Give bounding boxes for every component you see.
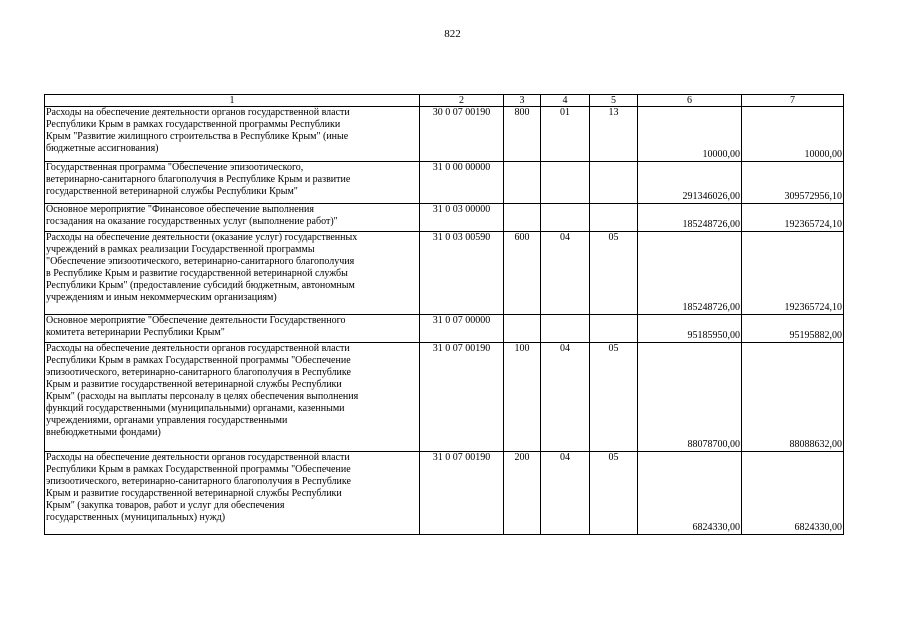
expense-name: Государственная программа "Обеспечение эпизоотического, ветеринарно-санитарного благополучия в Республике Крым и развитие государственной ветеринарной службы Республики Крым" <box>45 162 420 204</box>
page-number: 822 <box>444 28 461 40</box>
expense-type-code <box>504 162 541 204</box>
budget-table <box>44 94 844 535</box>
expense-name: Основное мероприятие "Обеспечение деятельности Государственного комитета ветеринарии Республики Крым" <box>45 315 420 343</box>
amount-year-2: 192365724,10 <box>742 232 844 315</box>
target-article-code: 31 0 07 00000 <box>420 315 504 343</box>
target-article-code: 30 0 07 00190 <box>420 107 504 162</box>
amount-year-2: 10000,00 <box>742 107 844 162</box>
header-cell: 4 <box>541 95 590 107</box>
section-code: 04 <box>541 232 590 315</box>
amount-year-2: 6824330,00 <box>742 452 844 535</box>
expense-name: Основное мероприятие "Финансовое обеспечение выполнения госзадания на оказание государственных услуг (выполнение работ)" <box>45 204 420 232</box>
target-article-code: 31 0 03 00000 <box>420 204 504 232</box>
subsection-code <box>590 315 638 343</box>
header-cell: 5 <box>590 95 638 107</box>
expense-type-code: 200 <box>504 452 541 535</box>
amount-year-2: 309572956,10 <box>742 162 844 204</box>
table-row <box>45 315 844 343</box>
expense-name: Расходы на обеспечение деятельности органов государственной власти Республики Крым в рамках государственной программы Республики Крым "Развитие жилищного строительства в Республике Крым" (иные бюджетные ассигнования) <box>45 107 420 162</box>
section-code: 04 <box>541 452 590 535</box>
header-cell: 3 <box>504 95 541 107</box>
table-row <box>45 343 844 452</box>
amount-year-1: 95185950,00 <box>638 315 742 343</box>
section-code: 04 <box>541 343 590 452</box>
amount-year-2: 88088632,00 <box>742 343 844 452</box>
subsection-code <box>590 162 638 204</box>
expense-name: Расходы на обеспечение деятельности органов государственной власти Республики Крым в рамках Государственной программы "Обеспечение эпизоотического, ветеринарно-санитарного благополучия в Республике Крым и развитие государственной ветеринарной службы Республики Крым" (расходы на выплаты персоналу в целях обеспечения выполнения функций государственными (муниципальными) органами, казенными учреждениями, органами управления государственными внебюджетными фондами) <box>45 343 420 452</box>
amount-year-2: 95195882,00 <box>742 315 844 343</box>
amount-year-1: 6824330,00 <box>638 452 742 535</box>
header-cell: 6 <box>638 95 742 107</box>
target-article-code: 31 0 00 00000 <box>420 162 504 204</box>
section-code <box>541 204 590 232</box>
header-cell: 7 <box>742 95 844 107</box>
subsection-code <box>590 204 638 232</box>
section-code <box>541 162 590 204</box>
expense-type-code: 800 <box>504 107 541 162</box>
table-header-row <box>45 95 844 107</box>
table-row <box>45 107 844 162</box>
table-row <box>45 232 844 315</box>
section-code <box>541 315 590 343</box>
expense-type-code: 600 <box>504 232 541 315</box>
table-row <box>45 162 844 204</box>
subsection-code: 05 <box>590 232 638 315</box>
target-article-code: 31 0 07 00190 <box>420 343 504 452</box>
header-cell: 1 <box>45 95 420 107</box>
amount-year-1: 185248726,00 <box>638 232 742 315</box>
target-article-code: 31 0 03 00590 <box>420 232 504 315</box>
subsection-code: 05 <box>590 343 638 452</box>
amount-year-1: 88078700,00 <box>638 343 742 452</box>
expense-type-code: 100 <box>504 343 541 452</box>
amount-year-1: 291346026,00 <box>638 162 742 204</box>
subsection-code: 05 <box>590 452 638 535</box>
amount-year-1: 10000,00 <box>638 107 742 162</box>
expense-name: Расходы на обеспечение деятельности (оказание услуг) государственных учреждений в рамках реализации Государственной программы "Обеспечение эпизоотического, ветеринарно-санитарного благополучия в Республике Крым и развитие государственной ветеринарной службы Республики Крым" (предоставление субсидий бюджетным, автономным учреждениям и иным некоммерческим организациям) <box>45 232 420 315</box>
amount-year-1: 185248726,00 <box>638 204 742 232</box>
expense-type-code <box>504 204 541 232</box>
subsection-code: 13 <box>590 107 638 162</box>
header-cell: 2 <box>420 95 504 107</box>
table-row <box>45 452 844 535</box>
table-row <box>45 204 844 232</box>
section-code: 01 <box>541 107 590 162</box>
expense-type-code <box>504 315 541 343</box>
target-article-code: 31 0 07 00190 <box>420 452 504 535</box>
amount-year-2: 192365724,10 <box>742 204 844 232</box>
expense-name: Расходы на обеспечение деятельности органов государственной власти Республики Крым в рамках Государственной программы "Обеспечение эпизоотического, ветеринарно-санитарного благополучия в Республике Крым и развитие государственной ветеринарной службы Республики Крым" (закупка товаров, работ и услуг для обеспечения государственных (муниципальных) нужд) <box>45 452 420 535</box>
